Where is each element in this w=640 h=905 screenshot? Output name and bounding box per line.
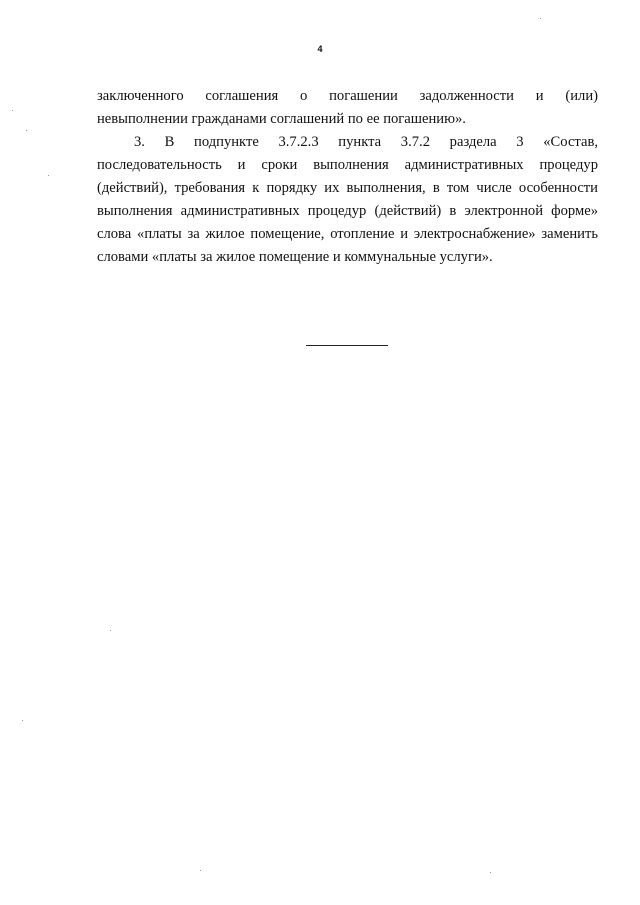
text-line-2: невыполнении гражданами соглашений по ее погашению». <box>97 111 466 127</box>
text-line-1: заключенного соглашения о погашении задолженности и (или) <box>97 88 598 104</box>
scan-speck <box>200 870 201 871</box>
scan-speck <box>540 18 541 19</box>
page-number: 4 <box>317 44 323 54</box>
text-line-6: выполнения административных процедур (действий) в электронной форме» <box>97 203 598 219</box>
scan-speck <box>48 175 49 176</box>
scan-speck <box>26 130 27 131</box>
text-line-7: слова «платы за жилое помещение, отопление и электроснабжение» заменить <box>97 226 598 242</box>
end-separator-line <box>306 345 388 346</box>
text-line-5: (действий), требования к порядку их выполнения, в том числе особенности <box>97 180 598 196</box>
scan-speck <box>12 110 13 111</box>
scan-speck <box>22 720 23 721</box>
text-line-8: словами «платы за жилое помещение и коммунальные услуги». <box>97 249 493 265</box>
text-line-3: 3. В подпункте 3.7.2.3 пункта 3.7.2 раздела 3 «Состав, <box>134 134 598 150</box>
scan-speck <box>490 872 491 873</box>
scan-speck <box>110 630 111 631</box>
text-line-4: последовательность и сроки выполнения административных процедур <box>97 157 598 173</box>
document-body <box>97 85 598 269</box>
